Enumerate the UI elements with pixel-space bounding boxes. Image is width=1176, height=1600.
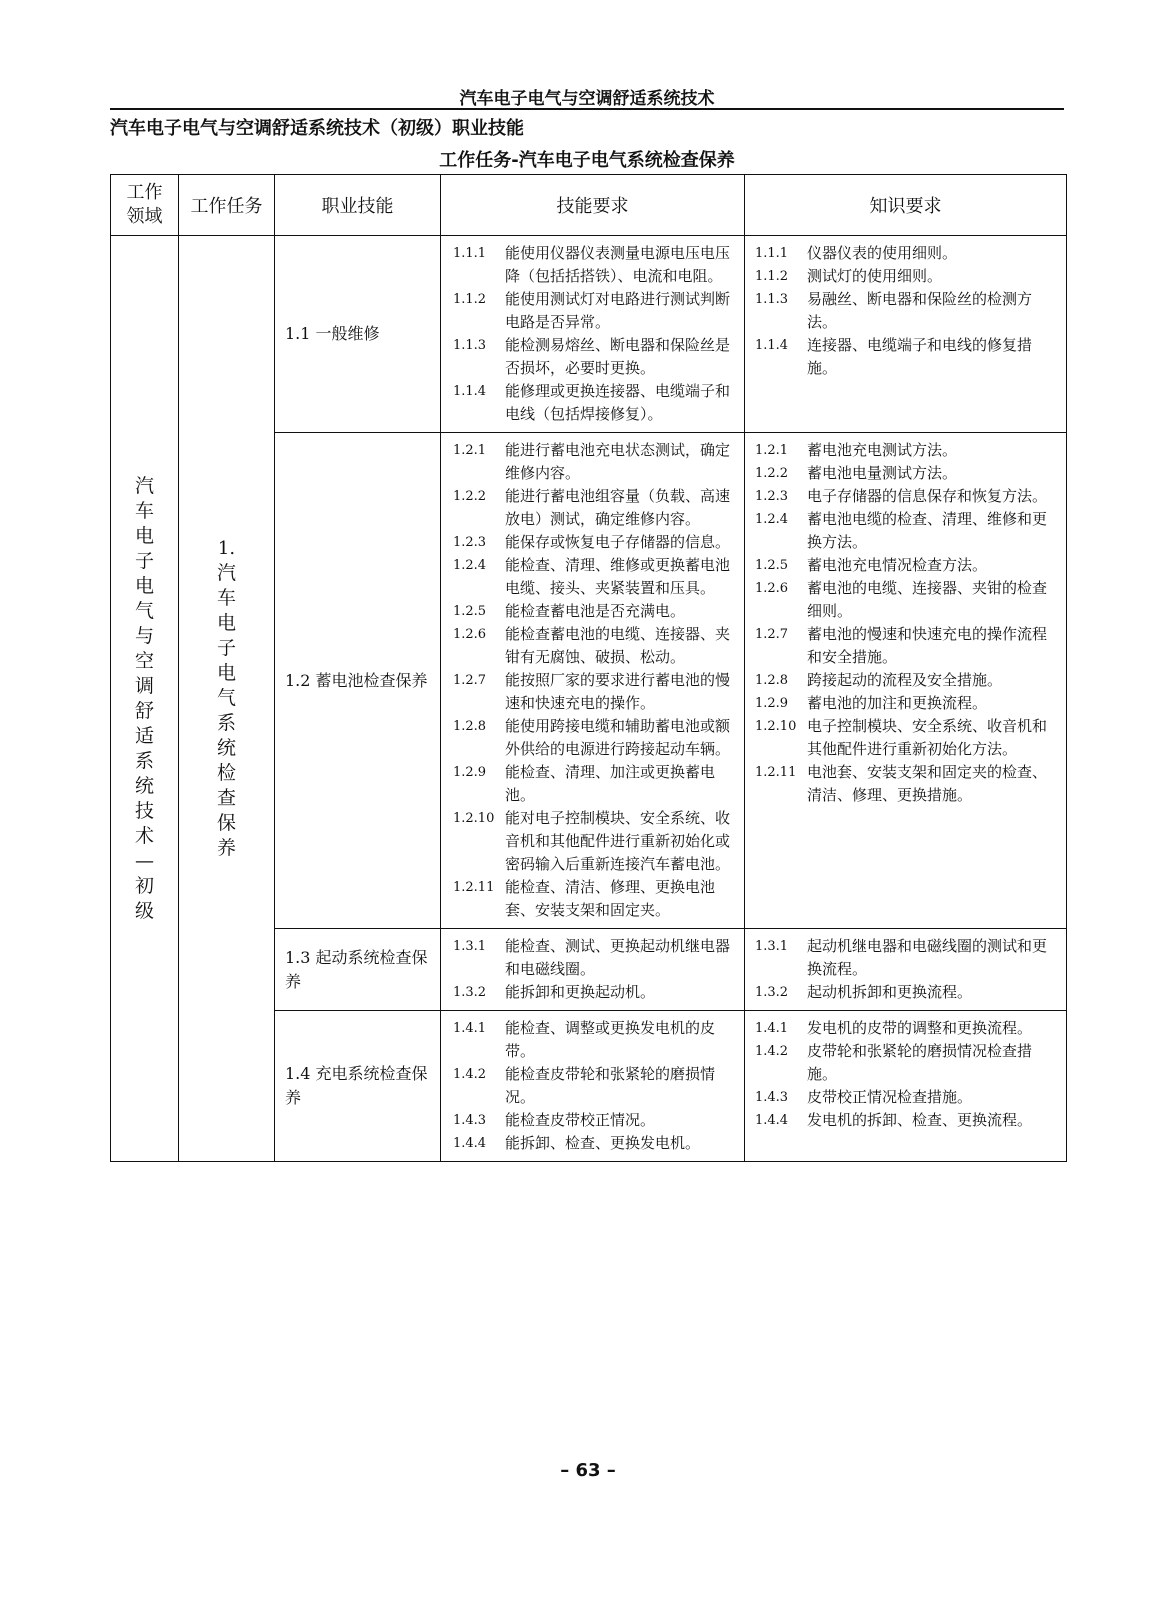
requirement-number: 1.2.7 bbox=[453, 673, 487, 688]
skill-requirement-item bbox=[453, 981, 738, 1004]
work-domain-cell bbox=[111, 236, 179, 1162]
header-task: 工作任务 bbox=[179, 175, 275, 236]
skill-requirement-item bbox=[453, 1132, 738, 1155]
knowledge-text: 蓄电池电量测试方法。 bbox=[807, 464, 958, 482]
knowledge-text: 蓄电池电缆的检查、清理、维修和更换方法。 bbox=[807, 510, 1048, 551]
skill-requirement-item bbox=[453, 761, 738, 807]
requirement-text: 能拆卸、检查、更换发电机。 bbox=[505, 1134, 701, 1152]
knowledge-number: 1.3.1 bbox=[755, 939, 789, 954]
knowledge-text: 蓄电池的电缆、连接器、夹钳的检查细则。 bbox=[807, 579, 1048, 620]
knowledge-item bbox=[755, 669, 1060, 692]
knowledge-item bbox=[755, 935, 1060, 981]
requirement-text: 能检查皮带轮和张紧轮的磨损情况。 bbox=[505, 1065, 716, 1106]
page-number: – 63 – bbox=[560, 1460, 616, 1481]
knowledge-item bbox=[755, 485, 1060, 508]
skill-requirement-item bbox=[453, 439, 738, 485]
knowledge-number: 1.2.9 bbox=[755, 696, 789, 711]
knowledge-number: 1.2.3 bbox=[755, 489, 789, 504]
requirement-text: 能按照厂家的要求进行蓄电池的慢速和快速充电的操作。 bbox=[505, 671, 731, 712]
knowledge-text: 电子控制模块、安全系统、收音机和其他配件进行重新初始化方法。 bbox=[807, 717, 1048, 758]
skill-requirement-item bbox=[453, 876, 738, 922]
requirement-text: 能检查、清理、维修或更换蓄电池电缆、接头、夹紧装置和压具。 bbox=[505, 556, 731, 597]
requirement-number: 1.4.2 bbox=[453, 1067, 487, 1082]
header-domain-line1: 工作 bbox=[126, 182, 163, 203]
requirement-number: 1.2.10 bbox=[453, 811, 495, 826]
skill-requirement-item bbox=[453, 288, 738, 334]
work-task-number: 1. bbox=[217, 537, 236, 559]
knowledge-item bbox=[755, 462, 1060, 485]
knowledge-requirements-cell bbox=[745, 1011, 1067, 1162]
skill-requirement-item bbox=[453, 1109, 738, 1132]
requirement-text: 能使用测试灯对电路进行测试判断电路是否异常。 bbox=[505, 290, 731, 331]
knowledge-number: 1.1.4 bbox=[755, 338, 789, 353]
skill-cell: 1.1 一般维修 bbox=[275, 236, 441, 433]
requirement-number: 1.4.1 bbox=[453, 1021, 487, 1036]
knowledge-item bbox=[755, 554, 1060, 577]
knowledge-text: 蓄电池充电情况检查方法。 bbox=[807, 556, 988, 574]
requirement-number: 1.2.3 bbox=[453, 535, 487, 550]
requirement-text: 能保存或恢复电子存储器的信息。 bbox=[505, 533, 731, 551]
document-subtitle: 工作任务-汽车电子电气系统检查保养 bbox=[439, 150, 735, 171]
skill-requirement-item bbox=[453, 334, 738, 380]
skill-cell: 1.4 充电系统检查保养 bbox=[275, 1011, 441, 1162]
knowledge-requirements-cell bbox=[745, 236, 1067, 433]
knowledge-text: 跨接起动的流程及安全措施。 bbox=[807, 671, 1003, 689]
knowledge-text: 电子存储器的信息保存和恢复方法。 bbox=[807, 487, 1048, 505]
requirement-number: 1.1.2 bbox=[453, 292, 487, 307]
knowledge-text: 测试灯的使用细则。 bbox=[807, 267, 943, 285]
requirement-number: 1.3.2 bbox=[453, 985, 487, 1000]
knowledge-number: 1.2.10 bbox=[755, 719, 797, 734]
skill-requirement-item bbox=[453, 623, 738, 669]
header-rule bbox=[110, 108, 1064, 110]
knowledge-number: 1.4.1 bbox=[755, 1021, 789, 1036]
knowledge-number: 1.2.6 bbox=[755, 581, 789, 596]
requirement-text: 能检查蓄电池的电缆、连接器、夹钳有无腐蚀、破损、松动。 bbox=[505, 625, 731, 666]
requirement-number: 1.2.4 bbox=[453, 558, 487, 573]
header-skill-requirements: 技能要求 bbox=[441, 175, 745, 236]
knowledge-item bbox=[755, 761, 1060, 807]
knowledge-number: 1.4.2 bbox=[755, 1044, 789, 1059]
skill-cell: 1.2 蓄电池检查保养 bbox=[275, 433, 441, 929]
requirement-text: 能检查、调整或更换发电机的皮带。 bbox=[505, 1019, 716, 1060]
table-header-row bbox=[111, 175, 1067, 236]
requirement-number: 1.2.2 bbox=[453, 489, 487, 504]
header-domain bbox=[111, 175, 179, 236]
skill-requirement-item bbox=[453, 531, 738, 554]
requirement-text: 能检查皮带校正情况。 bbox=[505, 1111, 656, 1129]
knowledge-number: 1.2.4 bbox=[755, 512, 789, 527]
knowledge-number: 1.2.11 bbox=[755, 765, 797, 780]
knowledge-item bbox=[755, 334, 1060, 380]
requirement-text: 能检查、清理、加注或更换蓄电池。 bbox=[505, 763, 716, 804]
knowledge-item bbox=[755, 1086, 1060, 1109]
skill-requirement-item bbox=[453, 485, 738, 531]
knowledge-number: 1.2.8 bbox=[755, 673, 789, 688]
knowledge-text: 皮带校正情况检查措施。 bbox=[807, 1088, 973, 1106]
knowledge-text: 发电机的拆卸、检查、更换流程。 bbox=[807, 1111, 1033, 1129]
requirement-text: 能进行蓄电池充电状态测试，确定维修内容。 bbox=[505, 441, 731, 482]
requirement-number: 1.2.8 bbox=[453, 719, 487, 734]
knowledge-item bbox=[755, 439, 1060, 462]
knowledge-item bbox=[755, 981, 1060, 1004]
skill-requirement-item bbox=[453, 242, 738, 288]
knowledge-number: 1.2.1 bbox=[755, 443, 789, 458]
knowledge-text: 电池套、安装支架和固定夹的检查、清洁、修理、更换措施。 bbox=[807, 763, 1048, 804]
requirement-number: 1.2.11 bbox=[453, 880, 495, 895]
skill-requirements-cell bbox=[441, 236, 745, 433]
knowledge-number: 1.3.2 bbox=[755, 985, 789, 1000]
requirement-number: 1.4.3 bbox=[453, 1113, 487, 1128]
knowledge-number: 1.4.4 bbox=[755, 1113, 789, 1128]
knowledge-item bbox=[755, 242, 1060, 265]
knowledge-item bbox=[755, 715, 1060, 761]
knowledge-text: 起动机拆卸和更换流程。 bbox=[807, 983, 973, 1001]
knowledge-item bbox=[755, 508, 1060, 554]
knowledge-item bbox=[755, 692, 1060, 715]
knowledge-number: 1.4.3 bbox=[755, 1090, 789, 1105]
knowledge-requirements-cell bbox=[745, 929, 1067, 1011]
skill-requirement-item bbox=[453, 600, 738, 623]
requirement-text: 能检测易熔丝、断电器和保险丝是否损坏，必要时更换。 bbox=[505, 336, 731, 377]
knowledge-text: 蓄电池充电测试方法。 bbox=[807, 441, 958, 459]
skill-requirement-item bbox=[453, 935, 738, 981]
knowledge-text: 蓄电池的慢速和快速充电的操作流程和安全措施。 bbox=[807, 625, 1048, 666]
knowledge-text: 发电机的皮带的调整和更换流程。 bbox=[807, 1019, 1033, 1037]
requirement-text: 能进行蓄电池组容量（负载、高速放电）测试，确定维修内容。 bbox=[505, 487, 731, 528]
requirement-text: 能对电子控制模块、安全系统、收音机和其他配件进行重新初始化或密码输入后重新连接汽车蓄电池。 bbox=[505, 809, 731, 873]
header-skill: 职业技能 bbox=[275, 175, 441, 236]
requirement-text: 能使用仪器仪表测量电源电压电压降（包括括搭铁）、电流和电阻。 bbox=[505, 244, 731, 285]
requirement-text: 能检查、测试、更换起动机继电器和电磁线圈。 bbox=[505, 937, 731, 978]
skill-cell: 1.3 起动系统检查保养 bbox=[275, 929, 441, 1011]
requirement-number: 1.2.5 bbox=[453, 604, 487, 619]
skill-requirement-item bbox=[453, 715, 738, 761]
knowledge-item bbox=[755, 288, 1060, 334]
knowledge-number: 1.2.5 bbox=[755, 558, 789, 573]
skill-requirement-item bbox=[453, 1063, 738, 1109]
knowledge-number: 1.2.7 bbox=[755, 627, 789, 642]
knowledge-text: 连接器、电缆端子和电线的修复措施。 bbox=[807, 336, 1033, 377]
table-row bbox=[111, 236, 1067, 433]
skill-requirements-cell bbox=[441, 433, 745, 929]
requirement-number: 1.4.4 bbox=[453, 1136, 487, 1151]
work-domain-text: 汽车电子电气与空调舒适系统技术—初级 bbox=[134, 474, 154, 922]
work-task-text: 汽车电子电气系统检查保养 bbox=[216, 561, 236, 859]
requirement-text: 能检查、清洁、修理、更换电池套、安装支架和固定夹。 bbox=[505, 878, 716, 919]
skill-requirements-cell bbox=[441, 1011, 745, 1162]
knowledge-number: 1.1.2 bbox=[755, 269, 789, 284]
requirement-number: 1.3.1 bbox=[453, 939, 487, 954]
skill-requirement-item bbox=[453, 380, 738, 426]
knowledge-item bbox=[755, 577, 1060, 623]
running-head: 汽车电子电气与空调舒适系统技术 bbox=[459, 89, 715, 109]
skill-requirement-item bbox=[453, 669, 738, 715]
requirement-number: 1.2.1 bbox=[453, 443, 487, 458]
requirement-number: 1.1.4 bbox=[453, 384, 487, 399]
knowledge-item bbox=[755, 265, 1060, 288]
requirement-text: 能拆卸和更换起动机。 bbox=[505, 983, 656, 1001]
knowledge-number: 1.2.2 bbox=[755, 466, 789, 481]
knowledge-text: 易融丝、断电器和保险丝的检测方法。 bbox=[807, 290, 1033, 331]
skill-requirements-cell bbox=[441, 929, 745, 1011]
work-task-cell bbox=[179, 236, 275, 1162]
requirement-text: 能使用跨接电缆和辅助蓄电池或额外供给的电源进行跨接起动车辆。 bbox=[505, 717, 731, 758]
knowledge-requirements-cell bbox=[745, 433, 1067, 929]
knowledge-item bbox=[755, 623, 1060, 669]
requirement-text: 能检查蓄电池是否充满电。 bbox=[505, 602, 686, 620]
knowledge-item bbox=[755, 1109, 1060, 1132]
knowledge-text: 皮带轮和张紧轮的磨损情况检查措施。 bbox=[807, 1042, 1033, 1083]
header-domain-line2: 领域 bbox=[126, 206, 163, 227]
knowledge-item bbox=[755, 1040, 1060, 1086]
knowledge-number: 1.1.1 bbox=[755, 246, 789, 261]
requirement-number: 1.1.3 bbox=[453, 338, 487, 353]
requirement-text: 能修理或更换连接器、电缆端子和电线（包括焊接修复）。 bbox=[505, 382, 731, 423]
requirement-number: 1.2.6 bbox=[453, 627, 487, 642]
requirement-number: 1.2.9 bbox=[453, 765, 487, 780]
document-title: 汽车电子电气与空调舒适系统技术（初级）职业技能 bbox=[110, 118, 524, 139]
skill-requirement-item bbox=[453, 554, 738, 600]
knowledge-item bbox=[755, 1017, 1060, 1040]
header-knowledge-requirements: 知识要求 bbox=[745, 175, 1067, 236]
table-body bbox=[111, 236, 1067, 1162]
knowledge-number: 1.1.3 bbox=[755, 292, 789, 307]
skill-requirement-item bbox=[453, 1017, 738, 1063]
skill-requirement-item bbox=[453, 807, 738, 876]
skills-table bbox=[110, 174, 1067, 1162]
knowledge-text: 仪器仪表的使用细则。 bbox=[807, 244, 958, 262]
knowledge-text: 起动机继电器和电磁线圈的测试和更换流程。 bbox=[807, 937, 1048, 978]
knowledge-text: 蓄电池的加注和更换流程。 bbox=[807, 694, 988, 712]
requirement-number: 1.1.1 bbox=[453, 246, 487, 261]
